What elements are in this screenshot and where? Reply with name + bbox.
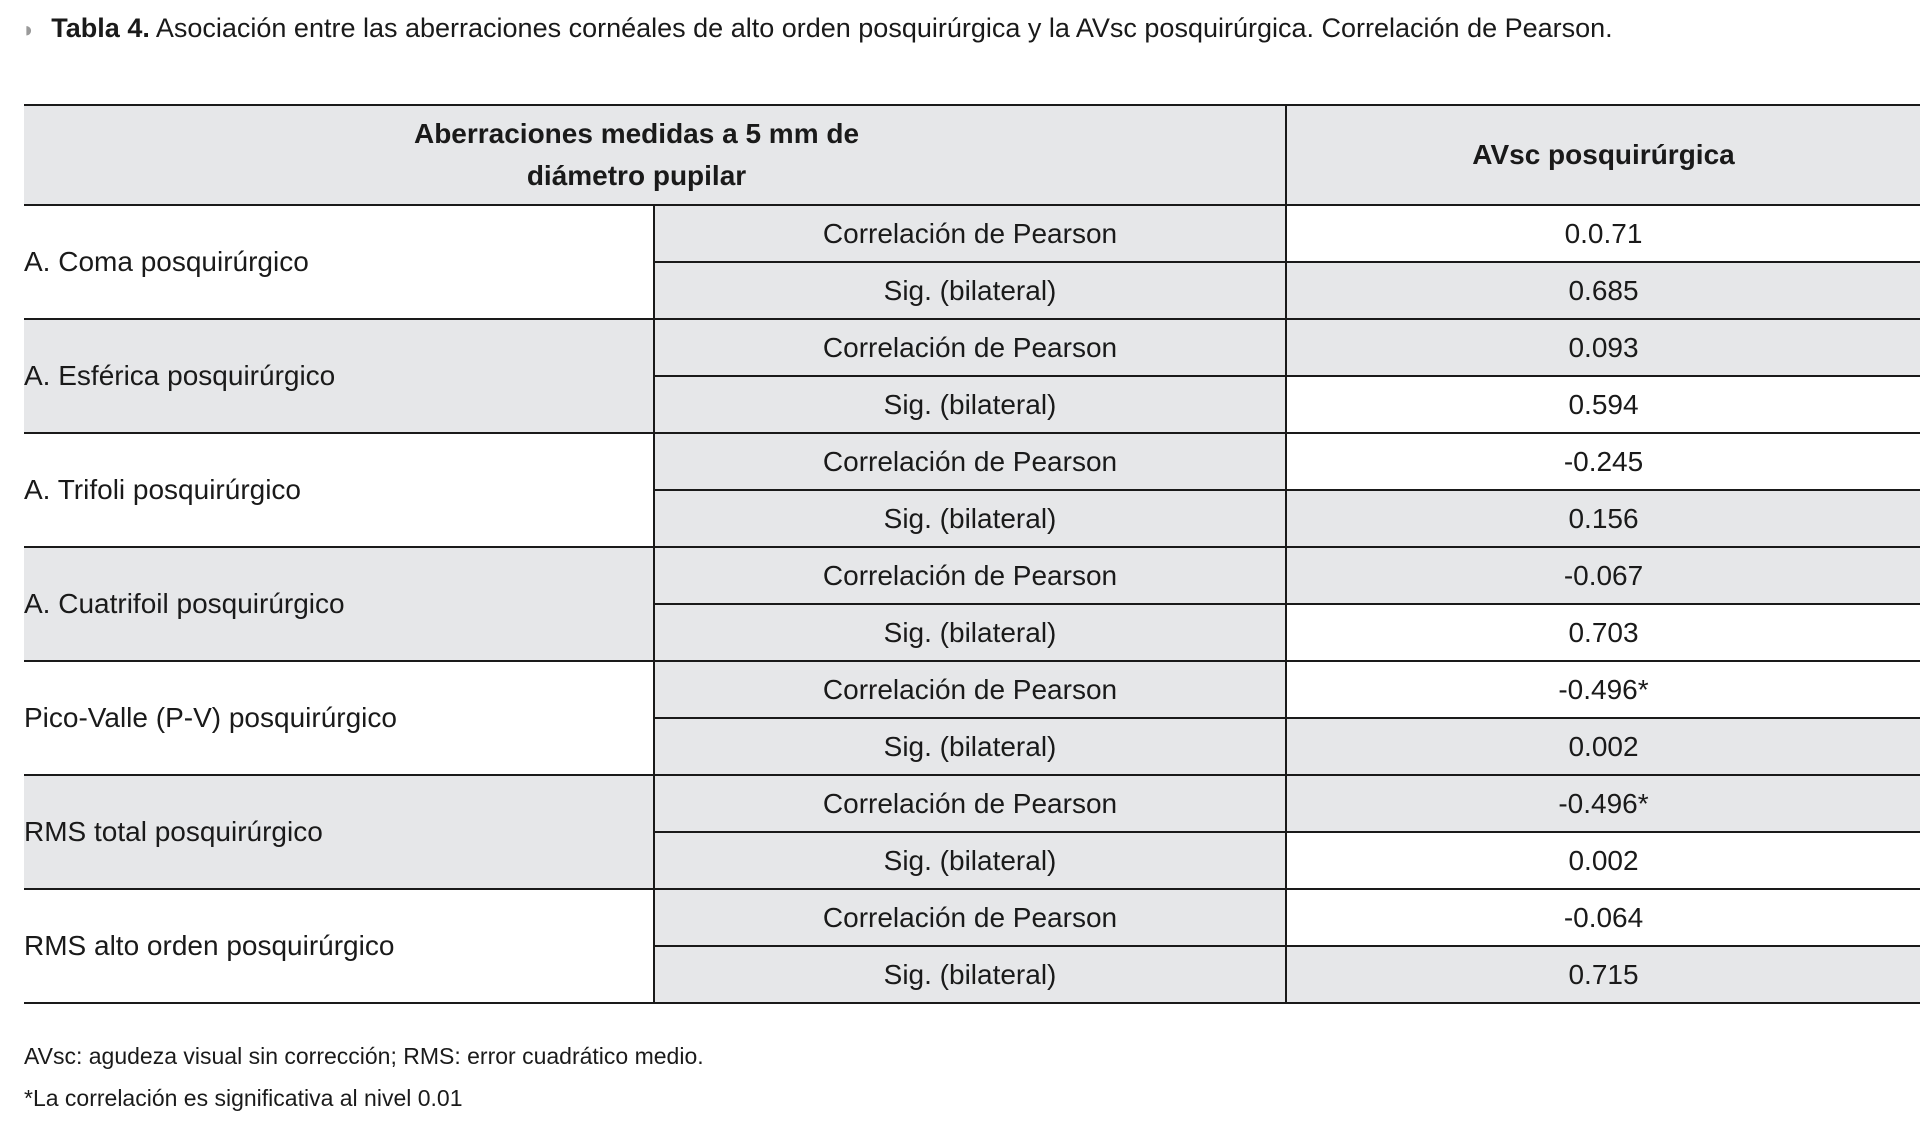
group-label: Pico-Valle (P-V) posquirúrgico [24,661,654,775]
note-significance: *La correlación es significativa al nivel 0.01 [24,1085,463,1111]
stat-value: -0.496* [1286,775,1920,832]
note-abbreviations: AVsc: agudeza visual sin corrección; RMS: error cuadrático medio. [24,1043,704,1069]
header-aberraciones-line1: Aberraciones medidas a 5 mm de [413,118,860,149]
table-notes [24,1035,704,1119]
stat-label: Correlación de Pearson [654,433,1286,490]
stat-value: 0.715 [1286,946,1920,1003]
stat-label: Correlación de Pearson [654,205,1286,262]
stat-value: 0.0.71 [1286,205,1920,262]
stat-label: Correlación de Pearson [654,547,1286,604]
table-row [24,433,1920,490]
stat-label: Sig. (bilateral) [654,718,1286,775]
group-label: A. Trifoli posquirúrgico [24,433,654,547]
stat-value: -0.496* [1286,661,1920,718]
stat-value: -0.245 [1286,433,1920,490]
table-caption [22,8,1613,50]
stat-value: 0.594 [1286,376,1920,433]
stat-value: 0.703 [1286,604,1920,661]
caption-label: Tabla 4. [51,13,150,43]
header-aberraciones [24,105,1286,205]
table-row [24,775,1920,832]
group-label: RMS alto orden posquirúrgico [24,889,654,1003]
correlation-table [24,104,1920,1004]
group-label: A. Esférica posquirúrgico [24,319,654,433]
stat-label: Sig. (bilateral) [654,262,1286,319]
caption-text: Asociación entre las aberraciones cornéales de alto orden posquirúrgica y la AVsc posquirúrgica. Correlación de Pearson. [155,13,1613,43]
stat-value: 0.002 [1286,832,1920,889]
table-row [24,889,1920,946]
stat-label: Correlación de Pearson [654,661,1286,718]
stat-label: Sig. (bilateral) [654,490,1286,547]
stat-label: Sig. (bilateral) [654,832,1286,889]
header-row [24,105,1920,205]
header-avsc: AVsc posquirúrgica [1286,105,1920,205]
group-label: A. Coma posquirúrgico [24,205,654,319]
stat-value: 0.156 [1286,490,1920,547]
caption-bullet-icon: ◗ [22,17,36,42]
table-row [24,547,1920,604]
stat-value: -0.067 [1286,547,1920,604]
stat-value: 0.093 [1286,319,1920,376]
table-row [24,319,1920,376]
header-aberraciones-line2: diámetro pupilar [526,160,747,191]
group-label: A. Cuatrifoil posquirúrgico [24,547,654,661]
stat-value: 0.002 [1286,718,1920,775]
stat-label: Sig. (bilateral) [654,376,1286,433]
stat-label: Correlación de Pearson [654,889,1286,946]
stat-value: 0.685 [1286,262,1920,319]
table-row [24,205,1920,262]
stat-label: Correlación de Pearson [654,775,1286,832]
table-row [24,661,1920,718]
stat-label: Correlación de Pearson [654,319,1286,376]
stat-value: -0.064 [1286,889,1920,946]
group-label: RMS total posquirúrgico [24,775,654,889]
stat-label: Sig. (bilateral) [654,604,1286,661]
stat-label: Sig. (bilateral) [654,946,1286,1003]
